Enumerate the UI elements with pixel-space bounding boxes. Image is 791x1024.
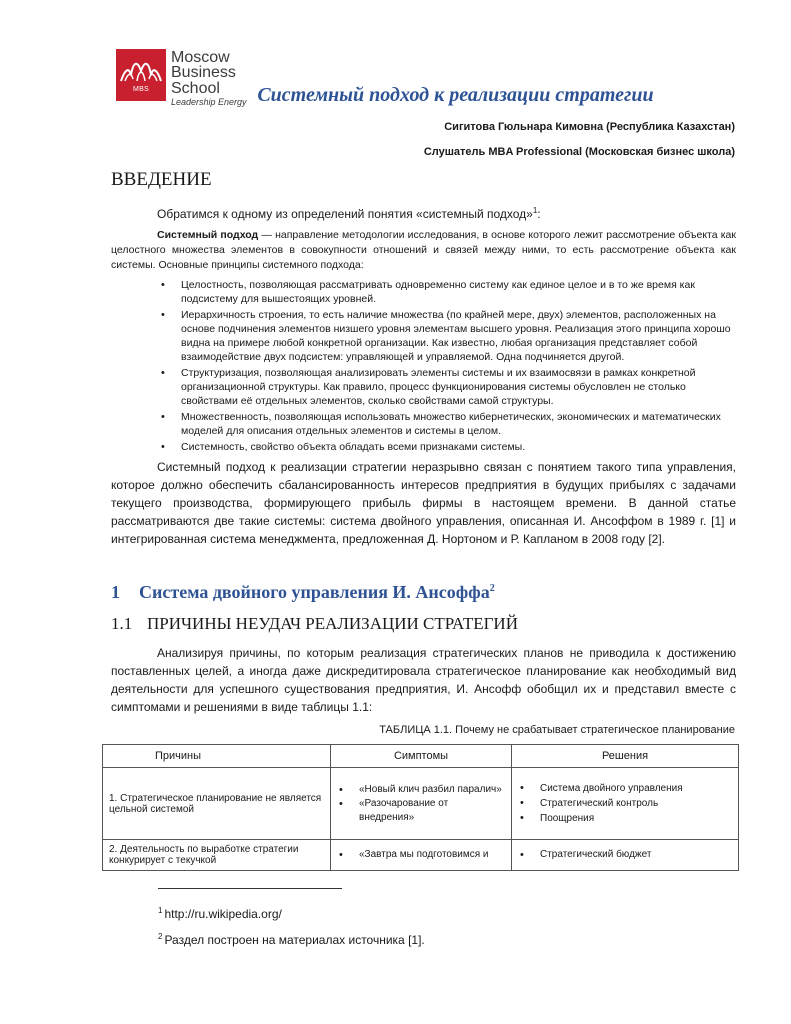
- logo-line3: Leadership Energy: [171, 97, 247, 107]
- section-heading: 1 Система двойного управления И. Ансоффа$^2$: [111, 582, 495, 602]
- list-item: • «Новый клич разбил паралич»: [331, 783, 505, 797]
- principles-list: [157, 278, 737, 454]
- logo-line2: Business School: [171, 64, 236, 97]
- list-item: • Поощрения: [512, 811, 732, 826]
- logo-badge: MBS: [132, 86, 150, 93]
- solutions-cell: [512, 840, 739, 871]
- table-header-row: [103, 745, 739, 768]
- solutions-cell: [512, 768, 739, 840]
- cause-cell: 1. Стратегическое планирование не является цельной системой: [103, 768, 331, 840]
- list-item: • «Разочарование от внедрения»: [331, 797, 505, 825]
- list-item: • Системность, свойство объекта обладать всеми признаками системы.: [157, 440, 737, 454]
- symptoms-cell: [331, 840, 512, 871]
- paper-title: Системный подход к реализации стратегии: [257, 84, 654, 106]
- list-item: • Стратегический бюджет: [512, 848, 732, 862]
- definition-paragraph: Системный подход — направление методологии исследования, в основе которого лежит рассмотрение объекта как целостного множества элементов в совокупности отношений и связей между ними, то есть рассмотрение объекта как системы. Основные принципы системного подхода:: [111, 229, 736, 271]
- footnote-ref[interactable]: 1: [532, 206, 538, 215]
- subsection-heading: 1.1 ПРИЧИНЫ НЕУДАЧ РЕАЛИЗАЦИИ СТРАТЕГИЙ: [111, 614, 518, 633]
- list-item: • Множественность, позволяющая использовать множество кибернетических, экономических и математических моделей для описания отдельных элементов и системы в целом.: [157, 410, 737, 438]
- footnote-link[interactable]: http://ru.wikipedia.org/: [164, 907, 282, 921]
- strategy-table: [102, 744, 739, 871]
- section-body: Анализируя причины, по которым реализация стратегических планов не приводила к достижению поставленных целей, а иногда даже дискредитировала стратегическое планирование как необходимый вид деятельности для успешного существования предприятия, И. Ансофф обобщил их и представил вместе с симптомами и решениями в виде таблицы 1.1:: [111, 646, 736, 714]
- table-row: [103, 840, 739, 871]
- list-item: • Система двойного управления: [512, 781, 732, 796]
- intro-lead: Обратимся к одному из определений понятия «системный подход»$^1$:: [157, 206, 541, 221]
- header-cell: Симптомы: [331, 745, 512, 768]
- table-caption: ТАБЛИЦА 1.1. Почему не срабатывает стратегическое планирование: [379, 724, 735, 736]
- footnote: $^1$ http://ru.wikipedia.org/: [158, 906, 282, 921]
- affiliation-line: Слушатель MBA Professional (Московская бизнес школа): [423, 146, 735, 158]
- header-cell: Причины: [103, 745, 331, 768]
- intro-body: Системный подход к реализации стратегии неразрывно связан с понятием такого типа управления, которое должно обеспечить сбалансированность интересов предприятия в будущих прибылях с задачами текущего производства, формирующего прибыль фирмы в настоящем времени. В данной статье рассматриваются две такие системы: система двойного управления, описанная И. Ансоффом в 1989 г. [1] и интегрированная система менеджмента, предложенная Д. Нортоном и Р. Капланом в 2008 году [2].: [111, 460, 736, 546]
- symptoms-cell: [331, 768, 512, 840]
- definition-term: Системный подход: [157, 229, 259, 241]
- intro-heading: ВВЕДЕНИЕ: [111, 169, 212, 190]
- cause-cell: 2. Деятельность по выработке стратегии конкурирует с текучкой: [103, 840, 331, 871]
- footnote-ref[interactable]: 2: [489, 583, 495, 594]
- crown-icon: [119, 55, 163, 85]
- list-item: • Стратегический контроль: [512, 796, 732, 811]
- logo-line1: Moscow: [171, 49, 230, 66]
- header-cell: Решения: [512, 745, 739, 768]
- footnote-separator: [158, 888, 342, 889]
- table-row: [103, 768, 739, 840]
- list-item: • Структуризация, позволяющая анализировать элементы системы и их взаимосвязи в рамках конкретной организационной структуры. Как правило, процесс функционирования системы обусловлен не столько свойствами её отдельных элементов, сколько свойствами самой структуры.: [157, 366, 737, 408]
- footnote: $^2$ Раздел построен на материалах источника [1].: [158, 932, 425, 947]
- author-line: Сигитова Гюльнара Кимовна (Республика Казахстан): [444, 121, 735, 133]
- list-item: • «Завтра мы подготовимся и: [331, 848, 505, 862]
- list-item: • Целостность, позволяющая рассматривать одновременно систему как единое целое и в то же время как подсистему для вышестоящих уровней.: [157, 278, 737, 306]
- list-item: • Иерархичность строения, то есть наличие множества (по крайней мере, двух) элементов, расположенных на основе подчинения элементов низшего уровня элементам высшего уровня. Реализация этого принципа хорошо видна на примере любой конкретной организации. Как известно, любая организация представляет собой взаимодействие двух подсистем: управляющей и управляемой. Одна подчиняется другой.: [157, 308, 737, 364]
